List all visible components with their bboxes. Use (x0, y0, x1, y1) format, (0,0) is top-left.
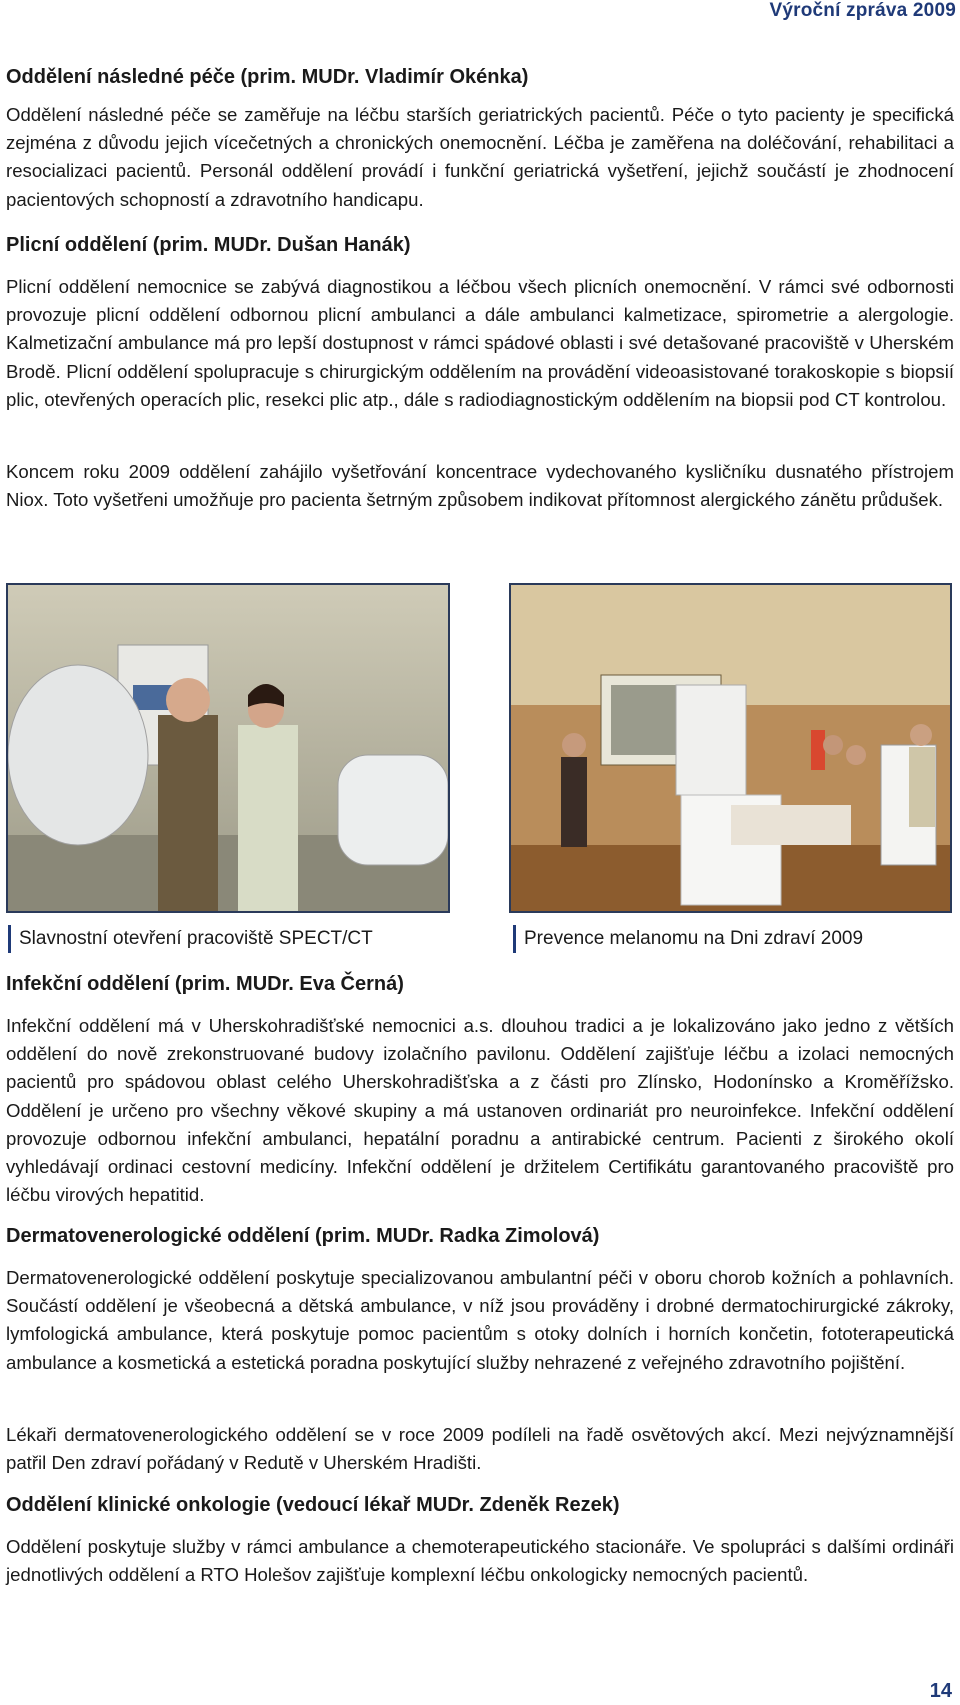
photo-caption-right: Prevence melanomu na Dni zdraví 2009 (513, 925, 863, 953)
paragraph: Plicní oddělení nemocnice se zabývá diagnostikou a léčbou všech plicních onemocnění. V rámci své odbornosti provozuje plicní oddělení odbornou plicní ambulanci a dále ambulanci kalmetizace, spirometrie a alergologie. Kalmetizační ambulance má pro lepší dostupnost v rámci spádové oblasti i své detašované pracoviště v Uherském Brodě. Plicní oddělení spolupracuje s chirurgickým oddělením na provádění videoasistované torakoskopie s biopsií plic, otevřených operacích plic, resekci plic atp., dále s radiodiagnostickým oddělením na biopsii pod CT kontrolou. (6, 276, 954, 410)
section-dermatovenerology (6, 1225, 954, 1248)
photo-melanoma-prevention (509, 583, 952, 913)
section-heading: Oddělení následné péče (prim. MUDr. Vladimír Okénka) (6, 66, 529, 88)
photo-spect-ct-opening (6, 583, 450, 913)
section-infectious (6, 973, 954, 996)
paragraph: Oddělení poskytuje služby v rámci ambulance a chemoterapeutického stacionáře. Ve spolupráci s dalšími ordináři jednotlivých oddělení a RTO Holešov zajišťuje komplexní léčbu onkologicky nemocných pacientů. (6, 1536, 954, 1586)
paragraph: Infekční oddělení má v Uherskohradišťské nemocnici a.s. dlouhou tradici a je lokalizováno jako jedno z větších oddělení do nově zrekonstruované budovy izolačního pavilonu. Oddělení zajišťuje léčbu a izolaci nemocných pacientů pro spádovou oblast celého Uherskohradišťska a z části pro Zlínsko, Hodonínsko a Kroměřížsko. Oddělení je určeno pro všechny věkové skupiny a má ustanoven ordinariát pro neuroinfekce. Infekční oddělení provozuje odbornou infekční ambulanci, hepatální poradnu a antirabické centrum. Pacienti z širokého okolí vyhledávají ordinaci cestovní medicíny. Infekční oddělení je držitelem Certifikátu garantovaného pracoviště pro léčbu virových hepatitid. (6, 1015, 954, 1206)
section-heading: Infekční oddělení (prim. MUDr. Eva Černá) (6, 973, 404, 995)
paragraph: Lékaři dermatovenerologického oddělení se v roce 2009 podíleli na řadě osvětových akcí. Mezi nejvýznamnější patřil Den zdraví pořádaný v Redutě v Uherském Hradišti. (6, 1424, 954, 1474)
paragraph: Oddělení následné péče se zaměřuje na léčbu starších geriatrických pacientů. Péče o tyto pacienty je specifická zejména z důvodu jejich vícečetných a chronických onemocnění. Léčba je zaměřena na doléčování, rehabilitaci a resocializaci pacientů. Personál oddělení provádí i funkční geriatrická vyšetření, jejichž součástí je zhodnocení pacientových schopností a zdravotního handicapu. (6, 104, 954, 210)
section-following-care (6, 66, 954, 89)
section-heading: Plicní oddělení (prim. MUDr. Dušan Hanák) (6, 234, 411, 256)
photo-spect-ct-image (8, 585, 448, 911)
paragraph: Dermatovenerologické oddělení poskytuje specializovanou ambulantní péči v oboru chorob kožních a pohlavních. Součástí oddělení je všeobecná a dětská ambulance, v níž jsou prováděny i drobné dermatochirurgické zákroky, lymfologická ambulance, která poskytuje pomoc pacientům s otoky dolních i horních končetin, fototerapeutická ambulance a kosmetická a estetická poradna poskytující služby nehrazené z veřejného zdravotního pojištění. (6, 1267, 954, 1373)
section-heading: Oddělení klinické onkologie (vedoucí lékař MUDr. Zdeněk Rezek) (6, 1494, 620, 1516)
section-heading: Dermatovenerologické oddělení (prim. MUDr. Radka Zimolová) (6, 1225, 600, 1247)
report-title: Výroční zpráva 2009 (769, 0, 956, 21)
section-clinical-oncology-body (6, 1533, 954, 1589)
section-dermatovenerology-body-2 (6, 1421, 954, 1477)
photo-caption-left: Slavnostní otevření pracoviště SPECT/CT (8, 925, 373, 953)
section-following-care-body (6, 101, 954, 214)
paragraph: Koncem roku 2009 oddělení zahájilo vyšetřování koncentrace vydechovaného kysličníku dusnatého přístrojem Niox. Toto vyšetřeni umožňuje pro pacienta šetrným způsobem indikovat přítomnost alergického zánětu průdušek. (6, 461, 954, 511)
section-pulmonary-body-2 (6, 458, 954, 514)
section-pulmonary-body (6, 273, 954, 414)
photo-melanoma-image (511, 585, 950, 911)
section-clinical-oncology (6, 1494, 954, 1517)
section-dermatovenerology-body (6, 1264, 954, 1377)
section-infectious-body (6, 1012, 954, 1209)
section-pulmonary (6, 234, 954, 257)
page-number: 14 (929, 1680, 952, 1702)
